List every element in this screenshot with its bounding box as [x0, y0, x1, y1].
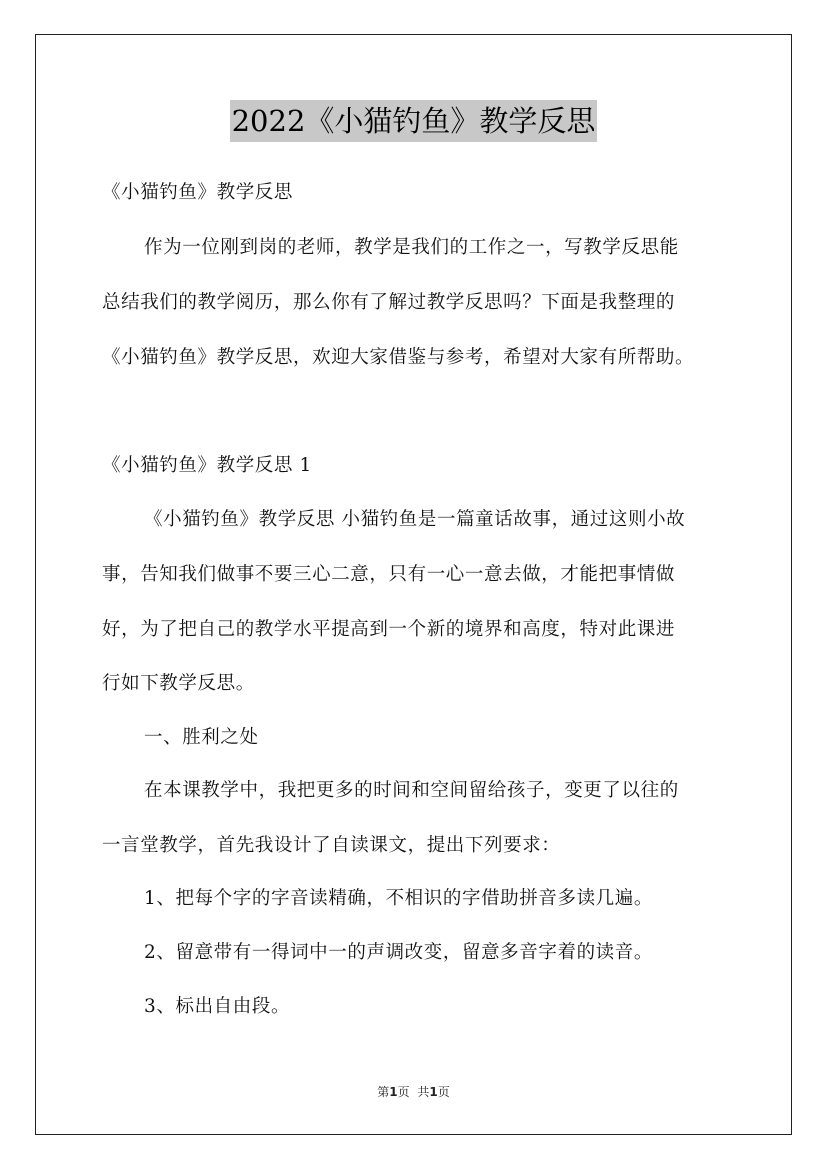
total-pages: 1	[429, 1085, 438, 1099]
section-heading-1: 《小猫钓鱼》教学反思 1	[102, 455, 312, 476]
paragraph-line: 行如下教学反思。	[102, 673, 255, 694]
paragraph-line: 在本课教学中，我把更多的时间和空间留给孩子，变更了以往的	[144, 780, 679, 801]
document-title: 2022《小猫钓鱼》教学反思	[230, 100, 598, 142]
paragraph-line: 《小猫钓鱼》教学反思，欢迎大家借鉴与参考，希望对大家有所帮助。	[102, 347, 695, 368]
paragraph-line: 《小猫钓鱼》教学反思 小猫钓鱼是一篇童话故事，通过这则小故	[144, 509, 686, 530]
page-number: 1	[389, 1085, 398, 1099]
page-label-prefix: 第	[377, 1085, 390, 1099]
list-item: 3、标出自由段。	[144, 996, 291, 1017]
paragraph-line: 一言堂教学，首先我设计了自读课文，提出下列要求：	[102, 835, 561, 856]
total-label-suffix: 页	[437, 1085, 450, 1099]
list-item: 1、把每个字的字音读精确，不相识的字借助拼音多读几遍。	[144, 888, 653, 909]
paragraph-line: 总结我们的教学阅历，那么你有了解过教学反思吗？下面是我整理的	[102, 292, 676, 313]
page-label-suffix: 页	[397, 1085, 410, 1099]
paragraph-line: 作为一位刚到岗的老师，教学是我们的工作之一，写教学反思能	[144, 237, 679, 258]
paragraph-line: 事，告知我们做事不要三心二意，只有一心一意去做，才能把事情做	[102, 564, 676, 585]
subheading-success: 一、胜利之处	[144, 727, 259, 748]
total-label-prefix: 共	[417, 1085, 430, 1099]
title-container	[0, 100, 827, 142]
page-footer	[0, 1083, 827, 1101]
list-item: 2、留意带有一得词中一的声调改变，留意多音字着的读音。	[144, 942, 653, 963]
paragraph-line: 好，为了把自己的教学水平提高到一个新的境界和高度，特对此课进	[102, 619, 676, 640]
section-heading-intro: 《小猫钓鱼》教学反思	[102, 182, 294, 203]
